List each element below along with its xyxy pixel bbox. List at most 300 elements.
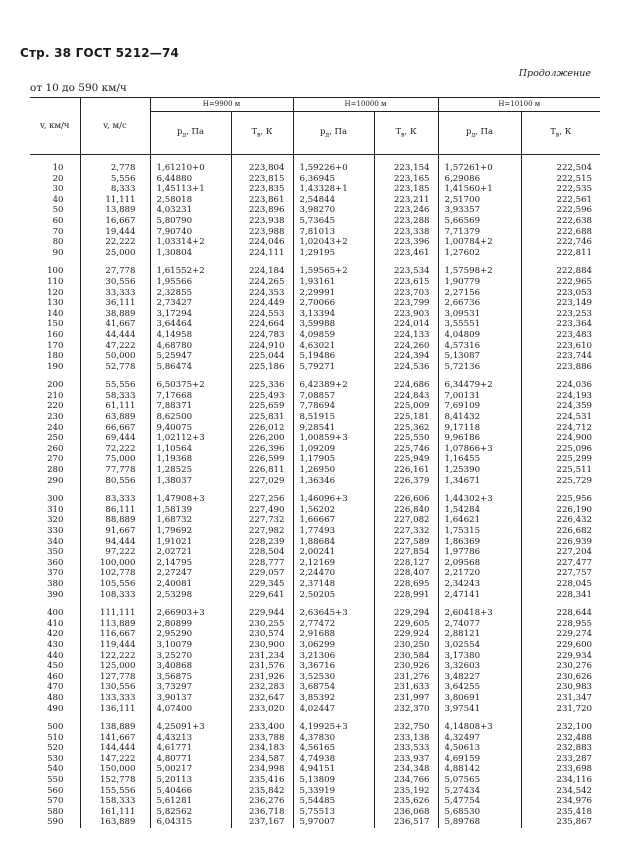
table-cell: 230,250 <box>374 640 438 651</box>
table-row <box>30 743 600 754</box>
table-cell: 4,37830 <box>293 733 374 744</box>
table-cell: 226,811 <box>231 465 293 476</box>
table-cell: 223,896 <box>231 205 293 216</box>
table-cell: 1,54284 <box>438 505 521 516</box>
table-cell: 1,02043+2 <box>293 237 374 248</box>
table-row <box>30 465 600 476</box>
table-cell: 224,843 <box>374 391 438 402</box>
table-row <box>30 391 600 402</box>
table-row <box>30 651 600 662</box>
table-cell: 228,045 <box>521 579 600 590</box>
table-cell: 4,14958 <box>150 330 231 341</box>
table-cell: 150 <box>47 319 64 330</box>
table-cell: 1,03314+2 <box>150 237 231 248</box>
spacer-cell <box>293 258 374 266</box>
table-cell: 1,00859+3 <box>293 433 374 444</box>
spacer-cell <box>150 714 231 722</box>
table-cell: 231,633 <box>374 682 438 693</box>
table-cell: 4,61771 <box>150 743 231 754</box>
table-row <box>30 362 600 373</box>
table-cell: 2,34243 <box>438 579 521 590</box>
group-header-h1: H=9900 м <box>150 98 293 112</box>
spacer-cell <box>374 600 438 608</box>
table-cell: 138,889 <box>80 722 150 733</box>
table-cell: 5,40466 <box>150 786 231 797</box>
table-row <box>30 277 600 288</box>
table-cell: 3,97541 <box>438 704 521 715</box>
table-row <box>30 351 600 362</box>
table-cell: 80,556 <box>80 476 150 487</box>
table-cell: 1,68732 <box>150 515 231 526</box>
table-cell: 224,014 <box>374 319 438 330</box>
table-cell: 100,000 <box>80 558 150 569</box>
table-cell: 1,79692 <box>150 526 231 537</box>
table-cell: 5,13809 <box>293 775 374 786</box>
table-row <box>30 423 600 434</box>
table-cell: 231,347 <box>521 693 600 704</box>
table-cell: 2,95290 <box>150 629 231 640</box>
table-row <box>30 807 600 818</box>
table-cell: 200 <box>47 380 64 391</box>
table-cell: 223,799 <box>374 298 438 309</box>
table-cell: 222,811 <box>521 248 600 259</box>
table-cell: 3,68754 <box>293 682 374 693</box>
table-cell: 5,75513 <box>293 807 374 818</box>
table-cell: 77,778 <box>80 465 150 476</box>
table-cell: 224,394 <box>374 351 438 362</box>
table-cell: 2,73427 <box>150 298 231 309</box>
table-row <box>30 205 600 216</box>
table-cell: 3,56875 <box>150 672 231 683</box>
table-cell: 223,364 <box>521 319 600 330</box>
table-cell: 75,000 <box>80 454 150 465</box>
table-cell: 223,149 <box>521 298 600 309</box>
table-cell: 223,615 <box>374 277 438 288</box>
spacer-cell <box>438 714 521 722</box>
range-label: от 10 до 590 км/ч <box>30 82 127 94</box>
table-cell: 2,66736 <box>438 298 521 309</box>
table-cell: 250 <box>47 433 64 444</box>
table-cell: 60 <box>52 215 64 226</box>
table-cell: 3,10079 <box>150 640 231 651</box>
spacer-cell <box>30 372 80 380</box>
spacer-cell <box>80 486 150 494</box>
table-cell: 236,276 <box>231 796 293 807</box>
table-cell: 223,886 <box>521 362 600 373</box>
table-cell: 229,600 <box>521 640 600 651</box>
table-cell: 233,138 <box>374 733 438 744</box>
table-cell: 1,38037 <box>150 476 231 487</box>
table-cell: 240 <box>47 422 64 433</box>
table-cell: 223,396 <box>374 237 438 248</box>
table-cell: 228,239 <box>231 537 293 548</box>
table-cell: 222,515 <box>521 174 600 185</box>
spacer-cell <box>438 258 521 266</box>
spacer-cell <box>150 155 231 164</box>
col-header-temp: $T_в$, К <box>231 112 293 155</box>
table-cell: 230,255 <box>231 619 293 630</box>
table-cell: 235,192 <box>374 786 438 797</box>
spacer-cell <box>521 258 600 266</box>
table-cell: 224,353 <box>231 288 293 299</box>
spacer-cell <box>150 258 231 266</box>
table-cell: 410 <box>47 618 64 629</box>
col-header-pressure: $р_д$, Па <box>438 112 521 155</box>
table-cell: 4,94151 <box>293 764 374 775</box>
table-cell: 3,06299 <box>293 640 374 651</box>
table-cell: 122,222 <box>80 651 150 662</box>
table-cell: 30,556 <box>80 277 150 288</box>
table-cell: 1,58139 <box>150 505 231 516</box>
col-header-v-kmh: v, км/ч <box>30 98 80 155</box>
table-cell: 2,40081 <box>150 579 231 590</box>
table-cell: 33,333 <box>80 288 150 299</box>
standard-code: ГОСТ 5212—74 <box>75 46 180 60</box>
table-cell: 210 <box>47 390 64 401</box>
table-row <box>30 266 600 277</box>
table-cell: 234,766 <box>374 775 438 786</box>
table-cell: 236,068 <box>374 807 438 818</box>
table-cell: 224,193 <box>521 391 600 402</box>
table-row <box>30 526 600 537</box>
table-cell: 5,20113 <box>150 775 231 786</box>
table-cell: 40 <box>52 194 64 205</box>
table-cell: 223,154 <box>374 163 438 174</box>
table-cell: 50 <box>52 205 64 216</box>
table-cell: 520 <box>47 743 64 754</box>
table-cell: 222,884 <box>521 266 600 277</box>
table-cell: 235,867 <box>521 817 600 828</box>
table-cell: 228,991 <box>374 590 438 601</box>
table-cell: 2,80899 <box>150 619 231 630</box>
page-header <box>20 46 179 60</box>
table-cell: 223,165 <box>374 174 438 185</box>
table-cell: 234,587 <box>231 754 293 765</box>
group-header-h3: H=10100 м <box>438 98 600 112</box>
table-cell: 1,16455 <box>438 454 521 465</box>
table-row <box>30 619 600 630</box>
table-cell: 223,861 <box>231 195 293 206</box>
table-cell: 2,91688 <box>293 629 374 640</box>
table-cell: 231,234 <box>231 651 293 662</box>
table-cell: 3,02554 <box>438 640 521 651</box>
table-cell: 50,000 <box>80 351 150 362</box>
table-cell: 3,64464 <box>150 319 231 330</box>
table-body <box>30 155 600 829</box>
spacer-cell <box>231 600 293 608</box>
table-row <box>30 754 600 765</box>
table-cell: 47,222 <box>80 341 150 352</box>
table-row <box>30 433 600 444</box>
continuation-label: Продолжение <box>518 68 591 79</box>
table-cell: 232,647 <box>231 693 293 704</box>
table-row <box>30 568 600 579</box>
table-row <box>30 330 600 341</box>
spacer-cell <box>521 714 600 722</box>
table-row <box>30 764 600 775</box>
table-cell: 4,14808+3 <box>438 722 521 733</box>
table-cell: 450 <box>47 661 64 672</box>
table-cell: 119,444 <box>80 640 150 651</box>
table-row <box>30 195 600 206</box>
table-cell: 226,939 <box>521 537 600 548</box>
table-cell: 400 <box>47 608 64 619</box>
table-row <box>30 454 600 465</box>
table-cell: 232,370 <box>374 704 438 715</box>
table-cell: 390 <box>47 589 64 600</box>
table-row <box>30 319 600 330</box>
table-cell: 230,276 <box>521 661 600 672</box>
table-cell: 4,63021 <box>293 341 374 352</box>
table-cell: 2,63645+3 <box>293 608 374 619</box>
block-spacer <box>30 372 600 380</box>
table-cell: 147,222 <box>80 754 150 765</box>
table-cell: 228,407 <box>374 568 438 579</box>
table-cell: 3,90137 <box>150 693 231 704</box>
table-row <box>30 216 600 227</box>
table-cell: 1,26950 <box>293 465 374 476</box>
table-cell: 4,04809 <box>438 330 521 341</box>
table-cell: 330 <box>47 526 64 536</box>
data-table <box>30 97 600 828</box>
table-cell: 224,036 <box>521 380 600 391</box>
table-row <box>30 682 600 693</box>
table-cell: 224,531 <box>521 412 600 423</box>
spacer-cell <box>438 486 521 494</box>
table-cell: 4,80771 <box>150 754 231 765</box>
table-cell: 530 <box>47 753 64 764</box>
table-cell: 2,14795 <box>150 558 231 569</box>
table-cell: 236,517 <box>374 817 438 828</box>
table-cell: 91,667 <box>80 526 150 537</box>
table-cell: 224,783 <box>231 330 293 341</box>
table-cell: 223,253 <box>521 309 600 320</box>
table-cell: 229,924 <box>374 629 438 640</box>
table-row <box>30 590 600 601</box>
table-cell: 1,88684 <box>293 537 374 548</box>
spacer-cell <box>521 486 600 494</box>
table-cell: 224,686 <box>374 380 438 391</box>
table-cell: 233,020 <box>231 704 293 715</box>
table-cell: 5,00217 <box>150 764 231 775</box>
spacer-cell <box>521 600 600 608</box>
table-cell: 63,889 <box>80 412 150 423</box>
table-row <box>30 537 600 548</box>
table-cell: 234,542 <box>521 786 600 797</box>
table-cell: 350 <box>47 547 64 558</box>
table-row <box>30 515 600 526</box>
table-cell: 227,256 <box>231 494 293 505</box>
table-row <box>30 412 600 423</box>
table-cell: 226,161 <box>374 465 438 476</box>
table-cell: 223,534 <box>374 266 438 277</box>
table-cell: 234,976 <box>521 796 600 807</box>
table-cell: 36,111 <box>80 298 150 309</box>
col-header-temp: $T_в$, К <box>521 112 600 155</box>
table-cell: 3,59988 <box>293 319 374 330</box>
table-cell: 226,682 <box>521 526 600 537</box>
table-cell: 233,788 <box>231 733 293 744</box>
table-cell: 58,333 <box>80 391 150 402</box>
table-cell: 225,659 <box>231 401 293 412</box>
spacer-cell <box>231 714 293 722</box>
table-cell: 5,68530 <box>438 807 521 818</box>
table-cell: 1,19368 <box>150 454 231 465</box>
table-row <box>30 817 600 828</box>
table-cell: 223,835 <box>231 184 293 195</box>
table-cell: 223,338 <box>374 227 438 238</box>
table-cell: 2,12169 <box>293 558 374 569</box>
block-spacer <box>30 155 600 164</box>
table-cell: 105,556 <box>80 579 150 590</box>
table-cell: 233,533 <box>374 743 438 754</box>
table-cell: 1,90779 <box>438 277 521 288</box>
spacer-cell <box>374 714 438 722</box>
table-cell: 225,096 <box>521 444 600 455</box>
table-cell: 223,483 <box>521 330 600 341</box>
table-cell: 1,44302+3 <box>438 494 521 505</box>
table-cell: 230,626 <box>521 672 600 683</box>
table-cell: 232,283 <box>231 682 293 693</box>
table-cell: 3,17380 <box>438 651 521 662</box>
table-row <box>30 288 600 299</box>
table-cell: 225,009 <box>374 401 438 412</box>
table-cell: 2,09568 <box>438 558 521 569</box>
table-cell: 1,43328+1 <box>293 184 374 195</box>
table-cell: 235,626 <box>374 796 438 807</box>
table-cell: 100 <box>47 266 64 277</box>
table-cell: 440 <box>47 650 64 661</box>
table-cell: 227,490 <box>231 505 293 516</box>
table-cell: 225,831 <box>231 412 293 423</box>
table-cell: 225,949 <box>374 454 438 465</box>
table-cell: 5,80790 <box>150 216 231 227</box>
table-cell: 222,638 <box>521 216 600 227</box>
table-cell: 222,746 <box>521 237 600 248</box>
table-cell: 229,345 <box>231 579 293 590</box>
table-cell: 223,461 <box>374 248 438 259</box>
table-cell: 1,56202 <box>293 505 374 516</box>
table-cell: 144,444 <box>80 743 150 754</box>
table-cell: 38,889 <box>80 309 150 320</box>
table-cell: 2,60418+3 <box>438 608 521 619</box>
table-cell: 155,556 <box>80 786 150 797</box>
table-cell: 4,88142 <box>438 764 521 775</box>
table-cell: 83,333 <box>80 494 150 505</box>
table-cell: 5,66569 <box>438 216 521 227</box>
table-cell: 4,03231 <box>150 205 231 216</box>
table-cell: 66,667 <box>80 423 150 434</box>
table-cell: 8,333 <box>80 184 150 195</box>
table-cell: 55,556 <box>80 380 150 391</box>
block-spacer <box>30 486 600 494</box>
table-cell: 94,444 <box>80 537 150 548</box>
table-cell: 5,86474 <box>150 362 231 373</box>
table-cell: 223,703 <box>374 288 438 299</box>
table-cell: 5,72136 <box>438 362 521 373</box>
table-cell: 5,97007 <box>293 817 374 828</box>
table-cell: 160 <box>47 329 64 340</box>
table-cell: 370 <box>47 568 64 579</box>
table-cell: 4,43213 <box>150 733 231 744</box>
table-cell: 2,51700 <box>438 195 521 206</box>
table-cell: 4,25091+3 <box>150 722 231 733</box>
table-cell: 231,720 <box>521 704 600 715</box>
table-cell: 233,400 <box>231 722 293 733</box>
table-cell: 163,889 <box>80 817 150 828</box>
table-cell: 8,41432 <box>438 412 521 423</box>
table-cell: 6,29086 <box>438 174 521 185</box>
spacer-cell <box>30 600 80 608</box>
table-cell: 111,111 <box>80 608 150 619</box>
table-cell: 228,127 <box>374 558 438 569</box>
table-cell: 116,667 <box>80 629 150 640</box>
table-row <box>30 505 600 516</box>
table-cell: 1,59565+2 <box>293 266 374 277</box>
table-cell: 2,27156 <box>438 288 521 299</box>
table-cell: 7,17668 <box>150 391 231 402</box>
table-cell: 102,778 <box>80 568 150 579</box>
table-cell: 310 <box>47 504 64 515</box>
table-cell: 4,07400 <box>150 704 231 715</box>
table-cell: 550 <box>47 775 64 786</box>
table-cell: 9,28541 <box>293 423 374 434</box>
spacer-cell <box>438 372 521 380</box>
table-cell: 300 <box>47 494 64 505</box>
table-cell: 237,167 <box>231 817 293 828</box>
spacer-cell <box>521 155 600 164</box>
table-cell: 232,100 <box>521 722 600 733</box>
table-cell: 229,057 <box>231 568 293 579</box>
group-header-h2: H=10000 м <box>293 98 438 112</box>
table-cell: 10 <box>52 163 64 173</box>
table-cell: 570 <box>47 796 64 807</box>
table-cell: 1,29195 <box>293 248 374 259</box>
table-cell: 231,997 <box>374 693 438 704</box>
table-cell: 232,883 <box>521 743 600 754</box>
table-cell: 108,333 <box>80 590 150 601</box>
table-cell: 3,09531 <box>438 309 521 320</box>
spacer-cell <box>30 714 80 722</box>
table-row <box>30 401 600 412</box>
table-cell: 7,90740 <box>150 227 231 238</box>
table-cell: 225,550 <box>374 433 438 444</box>
table-cell: 223,053 <box>521 288 600 299</box>
table-cell: 3,36716 <box>293 661 374 672</box>
table-cell: 3,55551 <box>438 319 521 330</box>
table-cell: 2,50205 <box>293 590 374 601</box>
table-cell: 560 <box>47 785 64 796</box>
table-cell: 226,840 <box>374 505 438 516</box>
table-cell: 3,73297 <box>150 682 231 693</box>
table-cell: 225,511 <box>521 465 600 476</box>
table-cell: 226,379 <box>374 476 438 487</box>
table-cell: 6,50375+2 <box>150 380 231 391</box>
table-cell: 223,988 <box>231 227 293 238</box>
table-cell: 227,029 <box>231 476 293 487</box>
spacer-cell <box>293 714 374 722</box>
block-spacer <box>30 258 600 266</box>
table-cell: 227,332 <box>374 526 438 537</box>
table-cell: 224,900 <box>521 433 600 444</box>
table-cell: 270 <box>47 454 64 465</box>
table-cell: 4,57316 <box>438 341 521 352</box>
table-cell: 229,294 <box>374 608 438 619</box>
table-cell: 224,664 <box>231 319 293 330</box>
table-cell: 1,61552+2 <box>150 266 231 277</box>
table-cell: 2,32855 <box>150 288 231 299</box>
table-cell: 225,956 <box>521 494 600 505</box>
